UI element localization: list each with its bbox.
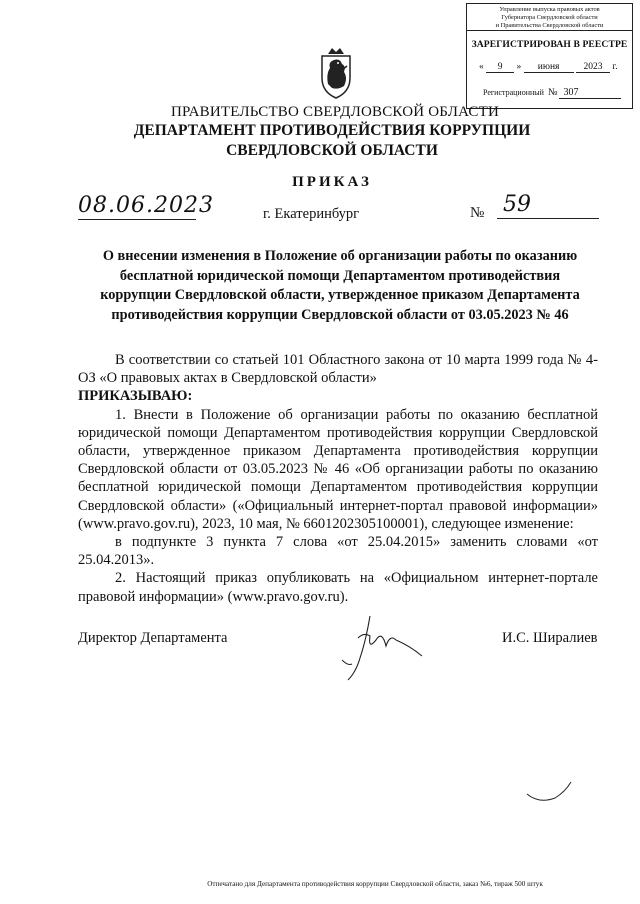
- stamp-day-open: «: [479, 62, 484, 72]
- coat-of-arms-icon: [316, 44, 356, 100]
- preamble: В соответствии со статьей 101 Областного закона от 10 марта 1999 года № 4-ОЗ «О правовых актах в Свердловской области»: [78, 352, 598, 387]
- stamp-header: [467, 4, 632, 31]
- stamp-reg-number: 307: [559, 87, 621, 99]
- stamp-header-line: Губернатора Свердловской области: [501, 14, 598, 21]
- order-number-label: №: [470, 205, 485, 221]
- stamp-date: [479, 62, 618, 73]
- order-subject: О внесении изменения в Положение об организации работы по оказанию бесплатной юридической помощи Департаментом противодействия коррупции Свердловской области, утвержденное приказом Департамента противодействия коррупции Свердловской области от 03.05.2023 № 46: [100, 248, 580, 323]
- order-body: [78, 351, 598, 606]
- department-line: ДЕПАРТАМЕНТ ПРОТИВОДЕЙСТВИЯ КОРРУПЦИИ: [133, 122, 531, 139]
- department-line: СВЕРДЛОВСКОЙ ОБЛАСТИ: [226, 142, 438, 159]
- stamp-registration: [483, 87, 621, 99]
- command: ПРИКАЗЫВАЮ:: [78, 388, 193, 405]
- print-footer: Отпечатано для Департамента противодействия коррупции Свердловской области, заказ №6, тираж 500 штук: [207, 880, 543, 888]
- pen-mark-icon: [525, 780, 573, 810]
- signatory-name: И.С. Ширалиев: [502, 630, 598, 646]
- item-2: 2. Настоящий приказ опубликовать на «Официальном интернет-портале правовой информации» (www.pravo.gov.ru).: [78, 570, 598, 605]
- stamp-month: июня: [524, 62, 574, 73]
- item-1: 1. Внести в Положение об организации работы по оказанию бесплатной юридической помощи Департаментом противодействия коррупции Свердловской области, утвержденное приказом Департамента противодействия коррупции Свердловской области от 03.05.2023 № 46 «Об организации работы по оказанию бесплатной юридической помощи Департаментом противодействия коррупции Свердловской области» («Официальный интернет-портал правовой информации» (www.pravo.gov.ru), 2023, 10 мая, № 6601202305100001), следующее изменение:: [78, 406, 598, 532]
- document-type: ПРИКАЗ: [292, 174, 372, 190]
- registration-stamp: [466, 3, 633, 109]
- stamp-year-suffix: г.: [612, 62, 618, 72]
- stamp-reg-no-label: №: [547, 87, 558, 98]
- stamp-year: 2023: [576, 62, 610, 73]
- government-name: ПРАВИТЕЛЬСТВО СВЕРДЛОВСКОЙ ОБЛАСТИ: [170, 104, 500, 120]
- order-number: 59: [497, 192, 599, 219]
- stamp-title: ЗАРЕГИСТРИРОВАН В РЕЕСТРЕ: [471, 39, 628, 50]
- order-date: 08.06.2023: [78, 193, 214, 218]
- stamp-header-line: Управление выпуска правовых актов: [499, 6, 600, 13]
- signature-icon: [330, 610, 440, 690]
- stamp-day: 9: [486, 62, 514, 73]
- item-1-change: в подпункте 3 пункта 7 слова «от 25.04.2015» заменить словами «от 25.04.2013».: [78, 534, 598, 569]
- stamp-day-close: »: [516, 62, 522, 72]
- order-city: г. Екатеринбург: [263, 206, 360, 222]
- stamp-header-line: и Правительства Свердловской области: [495, 22, 604, 29]
- stamp-reg-label: Регистрационный: [483, 88, 544, 97]
- department-name: [0, 121, 640, 161]
- signatory-position: Директор Департамента: [78, 630, 228, 646]
